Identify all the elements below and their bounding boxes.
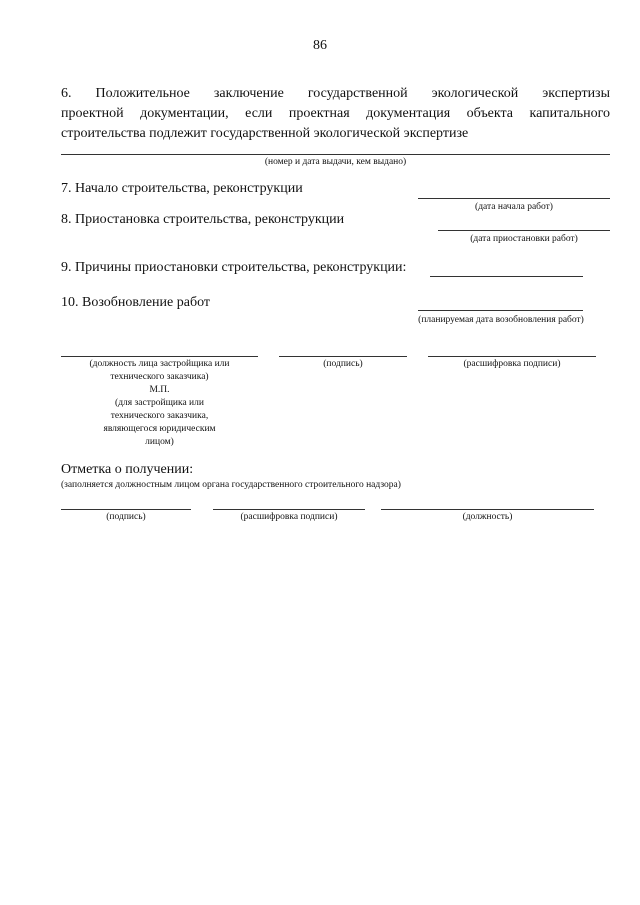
section-10-label: 10. Возобновление работ <box>61 295 210 310</box>
receipt-position-fill-line[interactable] <box>381 509 594 510</box>
receipt-signature-fill-line[interactable] <box>61 509 191 510</box>
section-10-caption: (планируемая дата возобновления работ) <box>418 315 584 325</box>
section-6-caption: (номер и дата выдачи, кем выдано) <box>264 157 407 167</box>
section-8-fill-line[interactable] <box>438 230 610 231</box>
position-fill-line[interactable] <box>61 356 258 357</box>
receipt-signature-caption: (подпись) <box>106 512 146 522</box>
section-6-line-1: 6. Положительное заключение государственной экологической экспертизы <box>61 86 610 101</box>
stamp-note-line: являющегося юридическим <box>103 424 216 434</box>
section-10-fill-line[interactable] <box>418 310 583 311</box>
section-7-fill-line[interactable] <box>418 198 610 199</box>
position-caption <box>61 358 258 449</box>
section-8-label: 8. Приостановка строительства, реконструкции <box>61 212 345 227</box>
section-6-fill-line[interactable] <box>61 154 610 155</box>
position-caption-line: технического заказчика) <box>110 372 209 382</box>
section-9-fill-line[interactable] <box>430 276 583 277</box>
receipt-note: (заполняется должностным лицом органа государственного строительного надзора) <box>61 480 401 490</box>
section-7-label: 7. Начало строительства, реконструкции <box>61 181 303 196</box>
section-7-caption: (дата начала работ) <box>475 202 553 212</box>
position-caption-line: (должность лица застройщика или <box>89 359 230 369</box>
section-8-caption: (дата приостановки работ) <box>470 234 578 244</box>
section-6-line-2: проектной документации, если проектная документация объекта капитального <box>61 106 610 121</box>
decoding-caption: (расшифровка подписи) <box>463 359 561 369</box>
decoding-fill-line[interactable] <box>428 356 596 357</box>
receipt-decoding-caption: (расшифровка подписи) <box>240 512 338 522</box>
stamp-label: М.П. <box>149 385 170 395</box>
stamp-note-line: технического заказчика, <box>110 411 209 421</box>
section-6-line-3: строительства подлежит государственной экологической экспертизе <box>61 126 469 141</box>
section-6-text <box>61 84 610 144</box>
receipt-decoding-fill-line[interactable] <box>213 509 365 510</box>
signature-caption: (подпись) <box>323 359 363 369</box>
section-9-label: 9. Причины приостановки строительства, реконструкции: <box>61 260 407 275</box>
receipt-title: Отметка о получении: <box>61 462 194 477</box>
stamp-note-line: (для застройщика или <box>115 398 204 408</box>
receipt-position-caption: (должность) <box>462 512 513 522</box>
page-number: 86 <box>313 38 327 53</box>
signature-fill-line[interactable] <box>279 356 407 357</box>
stamp-note-line: лицом) <box>145 437 174 447</box>
